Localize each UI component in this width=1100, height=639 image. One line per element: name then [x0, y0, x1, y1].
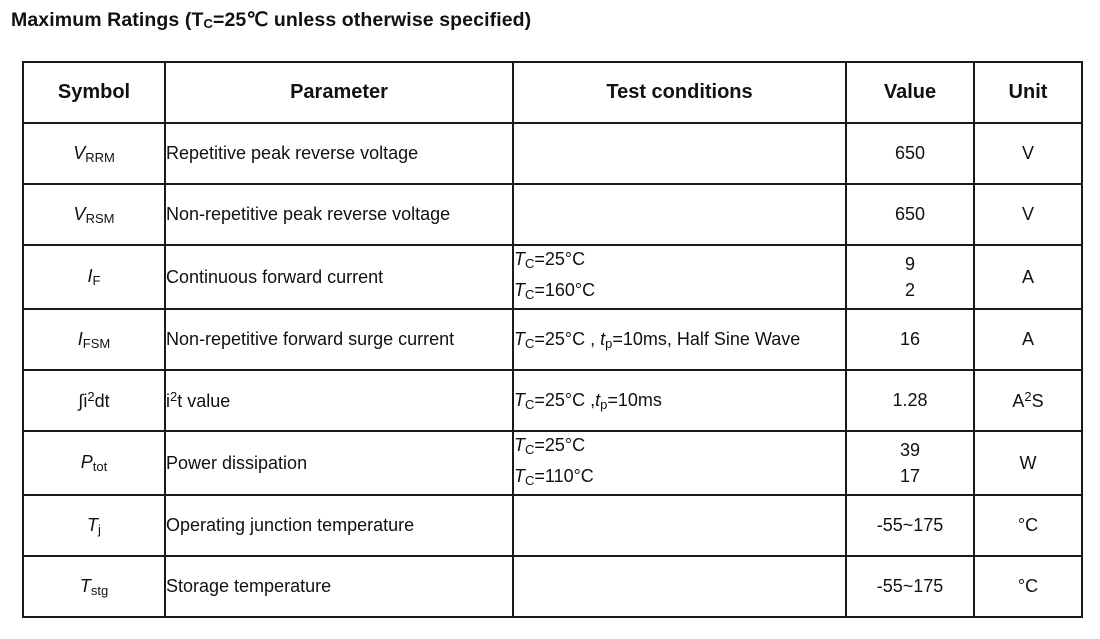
condition-subscript: C — [525, 396, 535, 412]
condition-text: =25°C — [534, 435, 586, 455]
condition-subscript: C — [525, 256, 535, 271]
conditions-cell — [513, 431, 846, 495]
value-cell — [846, 431, 974, 495]
condition-subscript: C — [525, 335, 535, 351]
condition-symbol: t — [600, 328, 606, 349]
unit-cell: W — [974, 431, 1082, 495]
header-parameter: Parameter — [165, 62, 513, 123]
symbol-main: ∫i — [78, 391, 88, 411]
symbol-main: P — [80, 452, 93, 472]
parameter-cell: Operating junction temperature — [165, 495, 513, 556]
title-suffix: =25℃ unless otherwise specified) — [213, 9, 532, 31]
header-conditions: Test conditions — [513, 62, 846, 123]
condition-line — [514, 463, 845, 494]
conditions-cell — [513, 245, 846, 309]
symbol-main: T — [79, 575, 91, 596]
condition-text: =10ms, Half Sine Wave — [612, 328, 801, 349]
unit-superscript: 2 — [1024, 389, 1032, 404]
condition-symbol: T — [514, 249, 525, 269]
conditions-cell — [513, 309, 846, 370]
condition-text: =25°C , — [534, 389, 596, 410]
symbol-subscript: RSM — [85, 210, 115, 226]
symbol-main: T — [87, 514, 99, 535]
symbol-suffix: dt — [94, 391, 110, 411]
table-row — [23, 184, 1082, 245]
condition-symbol: t — [595, 389, 601, 410]
conditions-cell — [513, 370, 846, 431]
conditions-cell — [513, 495, 846, 556]
parameter-cell: Storage temperature — [165, 556, 513, 617]
symbol-cell — [23, 123, 165, 184]
condition-subscript: C — [525, 287, 535, 302]
condition-subscript: C — [525, 442, 535, 457]
parameter-suffix: t value — [177, 391, 231, 411]
value-cell — [846, 245, 974, 309]
condition-symbol: T — [514, 435, 525, 455]
conditions-cell — [513, 123, 846, 184]
table-row — [23, 431, 1082, 495]
value-cell: -55~175 — [846, 495, 974, 556]
symbol-cell — [23, 431, 165, 495]
symbol-cell — [23, 556, 165, 617]
symbol-subscript: j — [98, 521, 101, 537]
unit-cell: A — [974, 245, 1082, 309]
parameter-cell: Repetitive peak reverse voltage — [165, 123, 513, 184]
condition-text: =25°C , — [534, 328, 601, 349]
value-line: 9 — [904, 254, 915, 274]
unit-cell: °C — [974, 556, 1082, 617]
title-prefix: Maximum Ratings (T — [11, 9, 204, 31]
unit-cell: A — [974, 309, 1082, 370]
condition-symbol: T — [514, 328, 525, 349]
table-row — [23, 370, 1082, 431]
symbol-subscript: FSM — [82, 335, 111, 351]
symbol-subscript: F — [92, 273, 101, 288]
condition-text: =25°C — [534, 249, 586, 269]
symbol-cell — [23, 495, 165, 556]
symbol-cell — [23, 309, 165, 370]
unit-cell: V — [974, 184, 1082, 245]
header-row — [23, 62, 1082, 123]
conditions-cell — [513, 556, 846, 617]
value-cell: 1.28 — [846, 370, 974, 431]
condition-subscript: p — [600, 396, 608, 412]
symbol-main: V — [73, 203, 86, 224]
condition-text: =10ms — [607, 389, 662, 410]
symbol-main: I — [87, 266, 93, 286]
table-row — [23, 495, 1082, 556]
conditions-cell — [513, 184, 846, 245]
value-line: 2 — [904, 280, 915, 300]
symbol-subscript: stg — [90, 582, 109, 598]
value-cell: 650 — [846, 123, 974, 184]
value-line: 39 — [899, 440, 921, 460]
symbol-main: I — [77, 328, 83, 349]
parameter-cell: Non-repetitive forward surge current — [165, 309, 513, 370]
value-cell: 650 — [846, 184, 974, 245]
unit-suffix: S — [1031, 391, 1044, 411]
condition-symbol: T — [514, 466, 525, 486]
parameter-superscript: 2 — [170, 389, 178, 404]
condition-symbol: T — [514, 389, 525, 410]
condition-subscript: p — [605, 335, 613, 351]
table-row — [23, 245, 1082, 309]
maximum-ratings-table — [22, 61, 1083, 618]
parameter-cell: Power dissipation — [165, 431, 513, 495]
symbol-subscript: tot — [92, 459, 108, 474]
value-cell: -55~175 — [846, 556, 974, 617]
symbol-cell — [23, 245, 165, 309]
header-symbol: Symbol — [23, 62, 165, 123]
condition-text: =160°C — [534, 280, 596, 300]
parameter-prefix: i — [166, 391, 170, 411]
table-row — [23, 556, 1082, 617]
symbol-subscript: RRM — [85, 149, 115, 165]
unit-cell — [974, 370, 1082, 431]
unit-cell: °C — [974, 495, 1082, 556]
condition-line — [514, 246, 845, 277]
unit-main: A — [1012, 391, 1025, 411]
table-row — [23, 309, 1082, 370]
condition-line — [514, 432, 845, 463]
value-line: 17 — [899, 466, 921, 486]
condition-subscript: C — [525, 473, 535, 488]
table-row — [23, 123, 1082, 184]
parameter-cell: Continuous forward current — [165, 245, 513, 309]
condition-line — [514, 277, 845, 308]
symbol-cell — [23, 370, 165, 431]
unit-cell: V — [974, 123, 1082, 184]
header-unit: Unit — [974, 62, 1082, 123]
header-value: Value — [846, 62, 974, 123]
parameter-cell — [165, 370, 513, 431]
parameter-cell: Non-repetitive peak reverse voltage — [165, 184, 513, 245]
symbol-main: V — [73, 142, 86, 163]
page-title — [11, 8, 531, 32]
condition-symbol: T — [514, 280, 525, 300]
value-cell: 16 — [846, 309, 974, 370]
symbol-cell — [23, 184, 165, 245]
condition-text: =110°C — [534, 466, 594, 486]
symbol-superscript: 2 — [87, 389, 95, 404]
title-subscript: C — [203, 16, 213, 31]
